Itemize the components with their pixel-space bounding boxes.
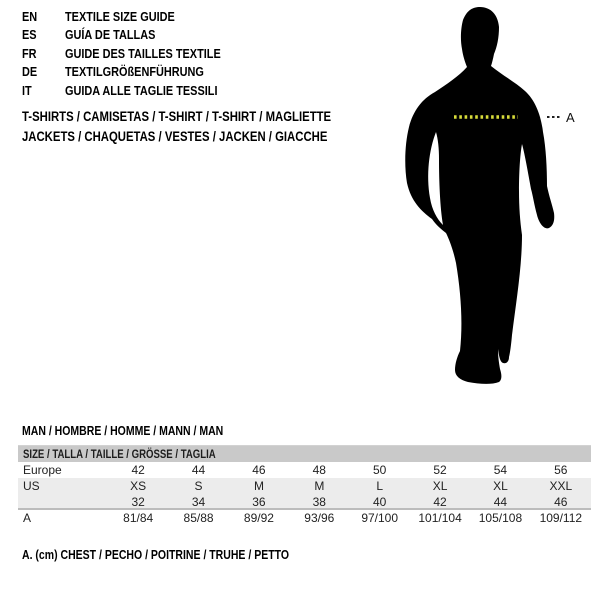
size-cell: 32 — [131, 495, 145, 509]
size-cell: 52 — [433, 463, 447, 477]
size-cell: 93/96 — [304, 511, 335, 525]
size-cell: 38 — [312, 495, 326, 509]
size-cell: 36 — [252, 495, 266, 509]
size-cell: 40 — [373, 495, 387, 509]
row-label: Europe — [23, 463, 62, 477]
language-row-it — [22, 84, 250, 97]
language-code: IT — [22, 82, 32, 98]
language-row-en — [22, 10, 250, 23]
table-row-chest-a — [18, 510, 591, 526]
man-silhouette — [405, 7, 554, 384]
size-cell: 97/100 — [361, 511, 399, 525]
table-row-europe — [18, 462, 591, 478]
size-cell: 46 — [252, 463, 266, 477]
size-table-header: SIZE / TALLA / TAILLE / GRÖSSE / TAGLIA — [18, 445, 591, 462]
size-cell: 85/88 — [183, 511, 214, 525]
measure-label-a: A — [566, 110, 575, 125]
size-cell: XL — [493, 479, 508, 493]
size-cell: S — [194, 479, 203, 493]
language-code: DE — [22, 64, 38, 80]
size-cell: 81/84 — [123, 511, 154, 525]
size-cell: XXL — [549, 479, 573, 493]
size-cell: 44 — [493, 495, 508, 509]
row-label — [18, 494, 108, 510]
garment-line-tshirts: T-SHIRTS / CAMISETAS / T-SHIRT / T-SHIRT / MAGLIETTE — [22, 109, 332, 124]
language-code: FR — [22, 45, 37, 61]
size-cell: 42 — [433, 495, 447, 509]
language-legend — [22, 10, 250, 102]
size-cell: XS — [130, 479, 147, 493]
language-label: TEXTILE SIZE GUIDE — [65, 9, 175, 24]
language-label: TEXTILGRÖßENFÜHRUNG — [65, 64, 204, 80]
language-code: EN — [22, 9, 38, 24]
size-cell: 50 — [373, 463, 387, 477]
garment-line-jackets: JACKETS / CHAQUETAS / VESTES / JACKEN / GIACCHE — [22, 128, 328, 144]
size-cell: 109/112 — [539, 511, 583, 525]
size-cell: M — [253, 479, 264, 493]
table-row-us — [18, 478, 591, 494]
size-cell: 48 — [312, 463, 326, 477]
section-title-man: MAN / HOMBRE / HOMME / MANN / MAN — [22, 424, 224, 438]
size-cell: 56 — [554, 463, 568, 477]
size-cell: 101/104 — [418, 511, 462, 525]
size-cell: 42 — [131, 463, 145, 477]
man-measurement-diagram — [395, 5, 580, 390]
size-table — [18, 445, 591, 526]
size-cell: 46 — [554, 495, 568, 509]
garment-categories — [22, 107, 390, 146]
size-cell: M — [314, 479, 325, 493]
size-cell: XL — [432, 479, 448, 493]
row-label: A — [23, 511, 32, 525]
language-label: GUIDE DES TAILLES TEXTILE — [65, 45, 221, 61]
size-cell: L — [376, 479, 384, 493]
language-row-de — [22, 65, 250, 78]
language-code: ES — [22, 27, 37, 43]
size-cell: 89/92 — [243, 511, 274, 525]
size-cell: 105/108 — [478, 511, 523, 525]
row-label: US — [23, 479, 40, 493]
measurement-footnote: A. (cm) CHEST / PECHO / POITRINE / TRUHE / PETTO — [22, 548, 290, 562]
language-row-fr — [22, 47, 250, 60]
size-cell: 54 — [493, 463, 508, 477]
size-cell: 34 — [191, 495, 206, 509]
language-label: GUÍA DE TALLAS — [65, 27, 156, 43]
table-row-us-numeric — [18, 494, 591, 510]
size-cell: 44 — [191, 463, 206, 477]
language-row-es — [22, 28, 250, 41]
language-label: GUIDA ALLE TAGLIE TESSILI — [65, 82, 218, 98]
